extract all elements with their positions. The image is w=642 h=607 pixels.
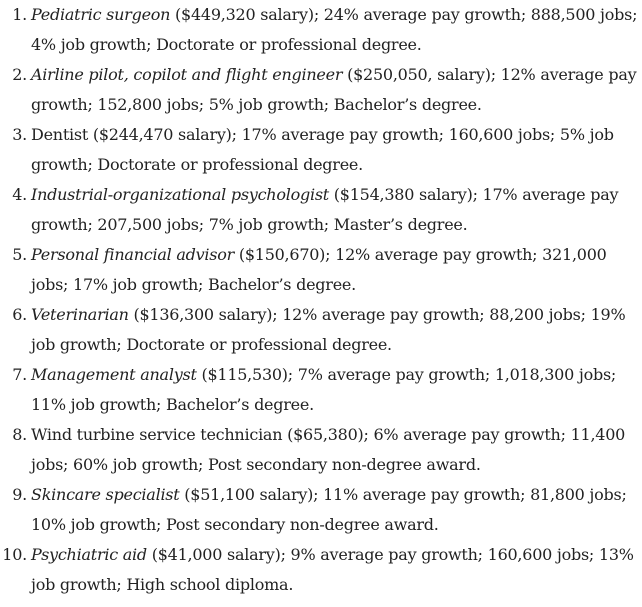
- list-item: [0, 120, 642, 180]
- item-number: 10.: [2, 545, 27, 564]
- job-details: ($449,320 salary); 24% average pay growth; 888,500 jobs; 4% job growth; Doctorate or professional degree.: [31, 5, 638, 54]
- list-item: [0, 360, 642, 420]
- job-title: Personal financial advisor: [31, 245, 234, 264]
- item-number: 2.: [12, 65, 27, 84]
- job-title: Dentist: [31, 125, 89, 144]
- job-title: Veterinarian: [31, 305, 129, 324]
- item-number: 4.: [12, 185, 27, 204]
- job-title: Psychiatric aid: [31, 545, 147, 564]
- list-item: [0, 0, 642, 60]
- list-item: [0, 420, 642, 480]
- job-title: Skincare specialist: [31, 485, 180, 504]
- job-details: ($51,100 salary); 11% average pay growth; 81,800 jobs; 10% job growth; Post secondary non-degree award.: [31, 485, 627, 534]
- job-details: ($154,380 salary); 17% average pay growth; 207,500 jobs; 7% job growth; Master’s degree.: [31, 185, 619, 234]
- item-number: 1.: [12, 5, 27, 24]
- job-details: ($136,300 salary); 12% average pay growth; 88,200 jobs; 19% job growth; Doctorate or professional degree.: [31, 305, 626, 354]
- list-item: [0, 480, 642, 540]
- job-details: ($250,050, salary); 12% average pay growth; 152,800 jobs; 5% job growth; Bachelor’s degree.: [31, 65, 637, 114]
- job-title: Management analyst: [31, 365, 197, 384]
- item-number: 7.: [12, 365, 27, 384]
- item-number: 8.: [12, 425, 27, 444]
- job-details: ($41,000 salary); 9% average pay growth; 160,600 jobs; 13% job growth; High school diploma.: [31, 545, 634, 594]
- item-number: 5.: [12, 245, 27, 264]
- item-number: 9.: [12, 485, 27, 504]
- job-details: ($150,670); 12% average pay growth; 321,000 jobs; 17% job growth; Bachelor’s degree.: [31, 245, 607, 294]
- job-title: Pediatric surgeon: [31, 5, 171, 24]
- job-title: Wind turbine service technician: [31, 425, 283, 444]
- item-number: 6.: [12, 305, 27, 324]
- list-item: [0, 540, 642, 600]
- job-details: ($65,380); 6% average pay growth; 11,400 jobs; 60% job growth; Post secondary non-degree award.: [31, 425, 626, 474]
- job-details: ($244,470 salary); 17% average pay growth; 160,600 jobs; 5% job growth; Doctorate or professional degree.: [31, 125, 614, 174]
- job-details: ($115,530); 7% average pay growth; 1,018,300 jobs; 11% job growth; Bachelor’s degree.: [31, 365, 617, 414]
- list-item: [0, 180, 642, 240]
- job-title: Airline pilot, copilot and flight engineer: [31, 65, 343, 84]
- list-item: [0, 300, 642, 360]
- item-number: 3.: [12, 125, 27, 144]
- list-item: [0, 240, 642, 300]
- list-item: [0, 60, 642, 120]
- job-title: Industrial-organizational psychologist: [31, 185, 329, 204]
